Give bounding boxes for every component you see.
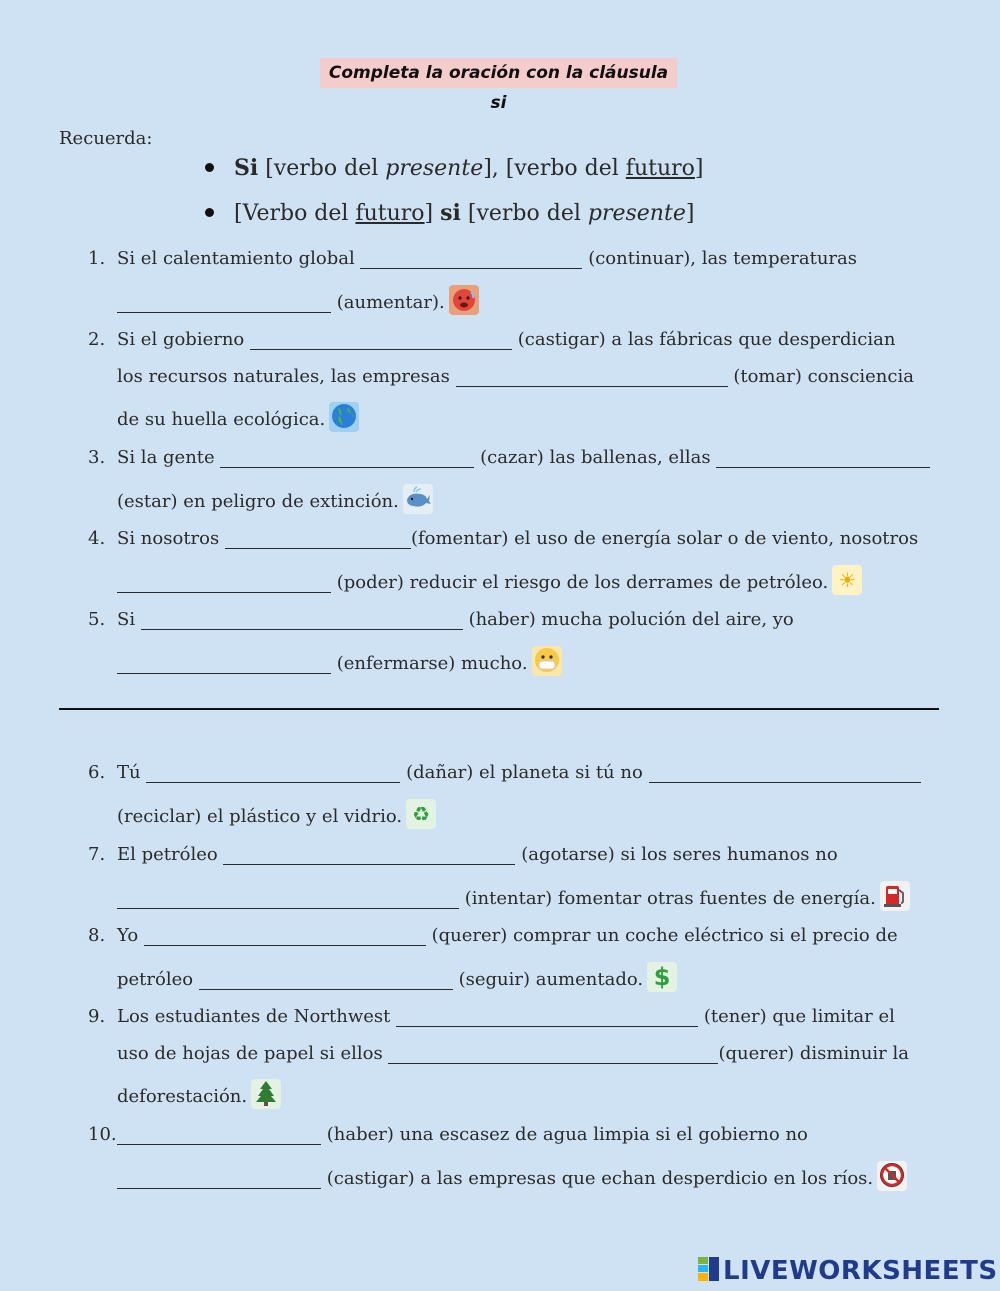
item-number: 10. [88, 1124, 117, 1145]
fuel-pump-icon [880, 881, 910, 911]
blank-6b[interactable] [649, 764, 921, 783]
item-4-line-1: Si nosotros (fomentar) el uso de energía solar o de viento, nosotros [117, 528, 919, 549]
tree-icon [251, 1079, 281, 1109]
blank-9a[interactable] [396, 1008, 698, 1027]
section-divider [59, 708, 939, 710]
item-number: 1. [88, 248, 106, 269]
item-6-line-1: Tú (dañar) el planeta si tú no [117, 761, 921, 785]
item-3-line-2: (estar) en peligro de extinción. [117, 487, 433, 517]
blank-10a[interactable] [117, 1126, 321, 1145]
liveworksheets-logo-icon [698, 1257, 720, 1281]
item-9-line-2: uso de hojas de papel si ellos (querer) disminuir la [117, 1043, 909, 1064]
item-1-line-1: Si el calentamiento global (continuar), las temperaturas [117, 248, 858, 269]
blank-5b[interactable] [117, 655, 331, 674]
item-2-line-1: Si el gobierno (castigar) a las fábricas que desperdician [117, 329, 896, 350]
item-7-line-2: (intentar) fomentar otras fuentes de energía. [117, 884, 910, 914]
item-5-line-2: (enfermarse) mucho. [117, 649, 562, 679]
item-number: 8. [88, 925, 106, 946]
no-littering-icon [877, 1161, 907, 1191]
item-number: 3. [88, 447, 106, 468]
blank-6a[interactable] [146, 764, 400, 783]
blank-8a[interactable] [144, 927, 426, 946]
item-8-line-1: Yo (querer) comprar un coche eléctrico si el precio de [117, 925, 898, 946]
item-10-line-1: (haber) una escasez de agua limpia si el gobierno no [117, 1123, 808, 1147]
item-4-line-2: (poder) reducir el riesgo de los derrames de petróleo. ☀ [117, 568, 862, 598]
recuerda-label: Recuerda: [59, 128, 153, 149]
hot-face-icon [449, 285, 479, 315]
item-2-line-3: de su huella ecológica. [117, 405, 359, 435]
rule-2: [Verbo del futuro] si [verbo del presente] [205, 200, 694, 226]
liveworksheets-logo: LIVEWORKSHEETS [698, 1256, 998, 1286]
item-10-line-2: (castigar) a las empresas que echan desperdicio en los ríos. [117, 1164, 907, 1194]
item-number: 2. [88, 329, 106, 350]
item-9-line-1: Los estudiantes de Northwest (tener) que limitar el [117, 1006, 895, 1027]
dollar-icon: $ [647, 962, 677, 992]
item-number: 4. [88, 528, 106, 549]
item-1-line-2: (aumentar). [117, 288, 479, 318]
sun-icon: ☀ [832, 565, 862, 595]
item-6-line-2: (reciclar) el plástico y el vidrio. ♻ [117, 802, 436, 832]
globe-icon [329, 402, 359, 432]
item-number: 6. [88, 762, 106, 783]
blank-2a[interactable] [250, 331, 512, 350]
blank-7b[interactable] [117, 890, 459, 909]
item-number: 5. [88, 609, 106, 630]
blank-8b[interactable] [199, 971, 453, 990]
mask-face-icon [532, 646, 562, 676]
item-9-line-3: deforestación. [117, 1082, 281, 1112]
item-8-line-2: petróleo (seguir) aumentado. $ [117, 965, 677, 995]
rule-1: Si [verbo del presente], [verbo del futuro] [205, 155, 703, 181]
blank-1b[interactable] [117, 294, 331, 313]
blank-2b[interactable] [456, 368, 728, 387]
item-5-line-1: Si (haber) mucha polución del aire, yo [117, 609, 794, 630]
whale-icon [403, 484, 433, 514]
bullet-icon [205, 163, 214, 172]
recycle-icon: ♻ [406, 799, 436, 829]
blank-5a[interactable] [141, 611, 463, 630]
blank-4b[interactable] [117, 574, 331, 593]
blank-3b[interactable] [716, 449, 930, 468]
page-title: Completa la oración con la cláusula si [320, 58, 677, 88]
blank-7a[interactable] [223, 846, 515, 865]
blank-1a[interactable] [360, 250, 582, 269]
item-2-line-2: los recursos naturales, las empresas (tomar) consciencia [117, 366, 914, 387]
item-number: 7. [88, 844, 106, 865]
item-7-line-1: El petróleo (agotarse) si los seres humanos no [117, 844, 838, 865]
blank-3a[interactable] [220, 449, 474, 468]
item-3-line-1: Si la gente (cazar) las ballenas, ellas [117, 446, 930, 470]
blank-10b[interactable] [117, 1170, 321, 1189]
item-number: 9. [88, 1006, 106, 1027]
blank-4a[interactable] [225, 530, 411, 549]
blank-9b[interactable] [388, 1045, 718, 1064]
bullet-icon [205, 208, 214, 217]
